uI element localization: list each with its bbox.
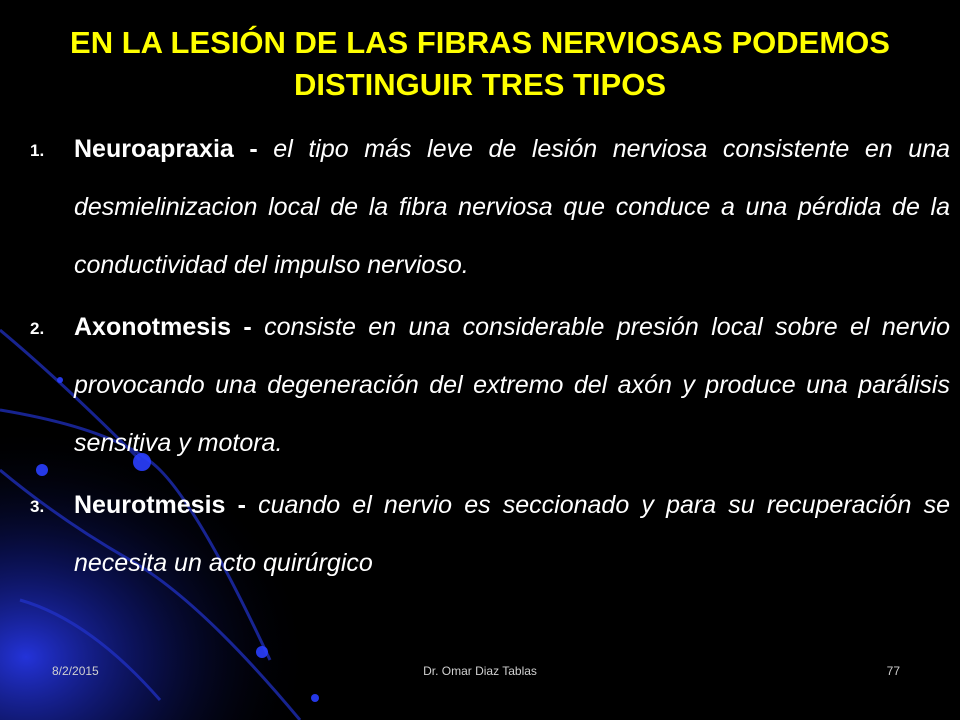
list-item (30, 476, 950, 592)
item-term: Neuroapraxia - (74, 135, 258, 163)
item-number: 2. (30, 319, 45, 338)
item-description: el tipo más leve de lesión nerviosa consistente en una desmielinizacion local de la fibra nerviosa que conduce a una pérdida de la conductividad del impulso nervioso. (74, 135, 950, 279)
item-term: Neurotmesis - (74, 491, 246, 519)
list-item (30, 298, 950, 472)
footer-page-number: 77 (886, 664, 900, 678)
lesion-types-list (30, 120, 950, 596)
item-body (74, 476, 950, 592)
footer-author: Dr. Omar Diaz Tablas (423, 664, 537, 678)
item-description: cuando el nervio es seccionado y para su recuperación se necesita un acto quirúrgico (74, 491, 950, 577)
slide-title: EN LA LESIÓN DE LAS FIBRAS NERVIOSAS PODEMOS DISTINGUIR TRES TIPOS (70, 25, 890, 102)
item-number: 1. (30, 141, 45, 160)
item-description: consiste en una considerable presión local sobre el nervio provocando una degeneración del extremo del axón y produce una parálisis sensitiva y motora. (74, 313, 950, 457)
item-body (74, 120, 950, 294)
list-item (30, 120, 950, 294)
item-term: Axonotmesis - (74, 313, 252, 341)
footer-date: 8/2/2015 (52, 664, 99, 678)
item-number: 3. (30, 497, 45, 516)
item-body (74, 298, 950, 472)
